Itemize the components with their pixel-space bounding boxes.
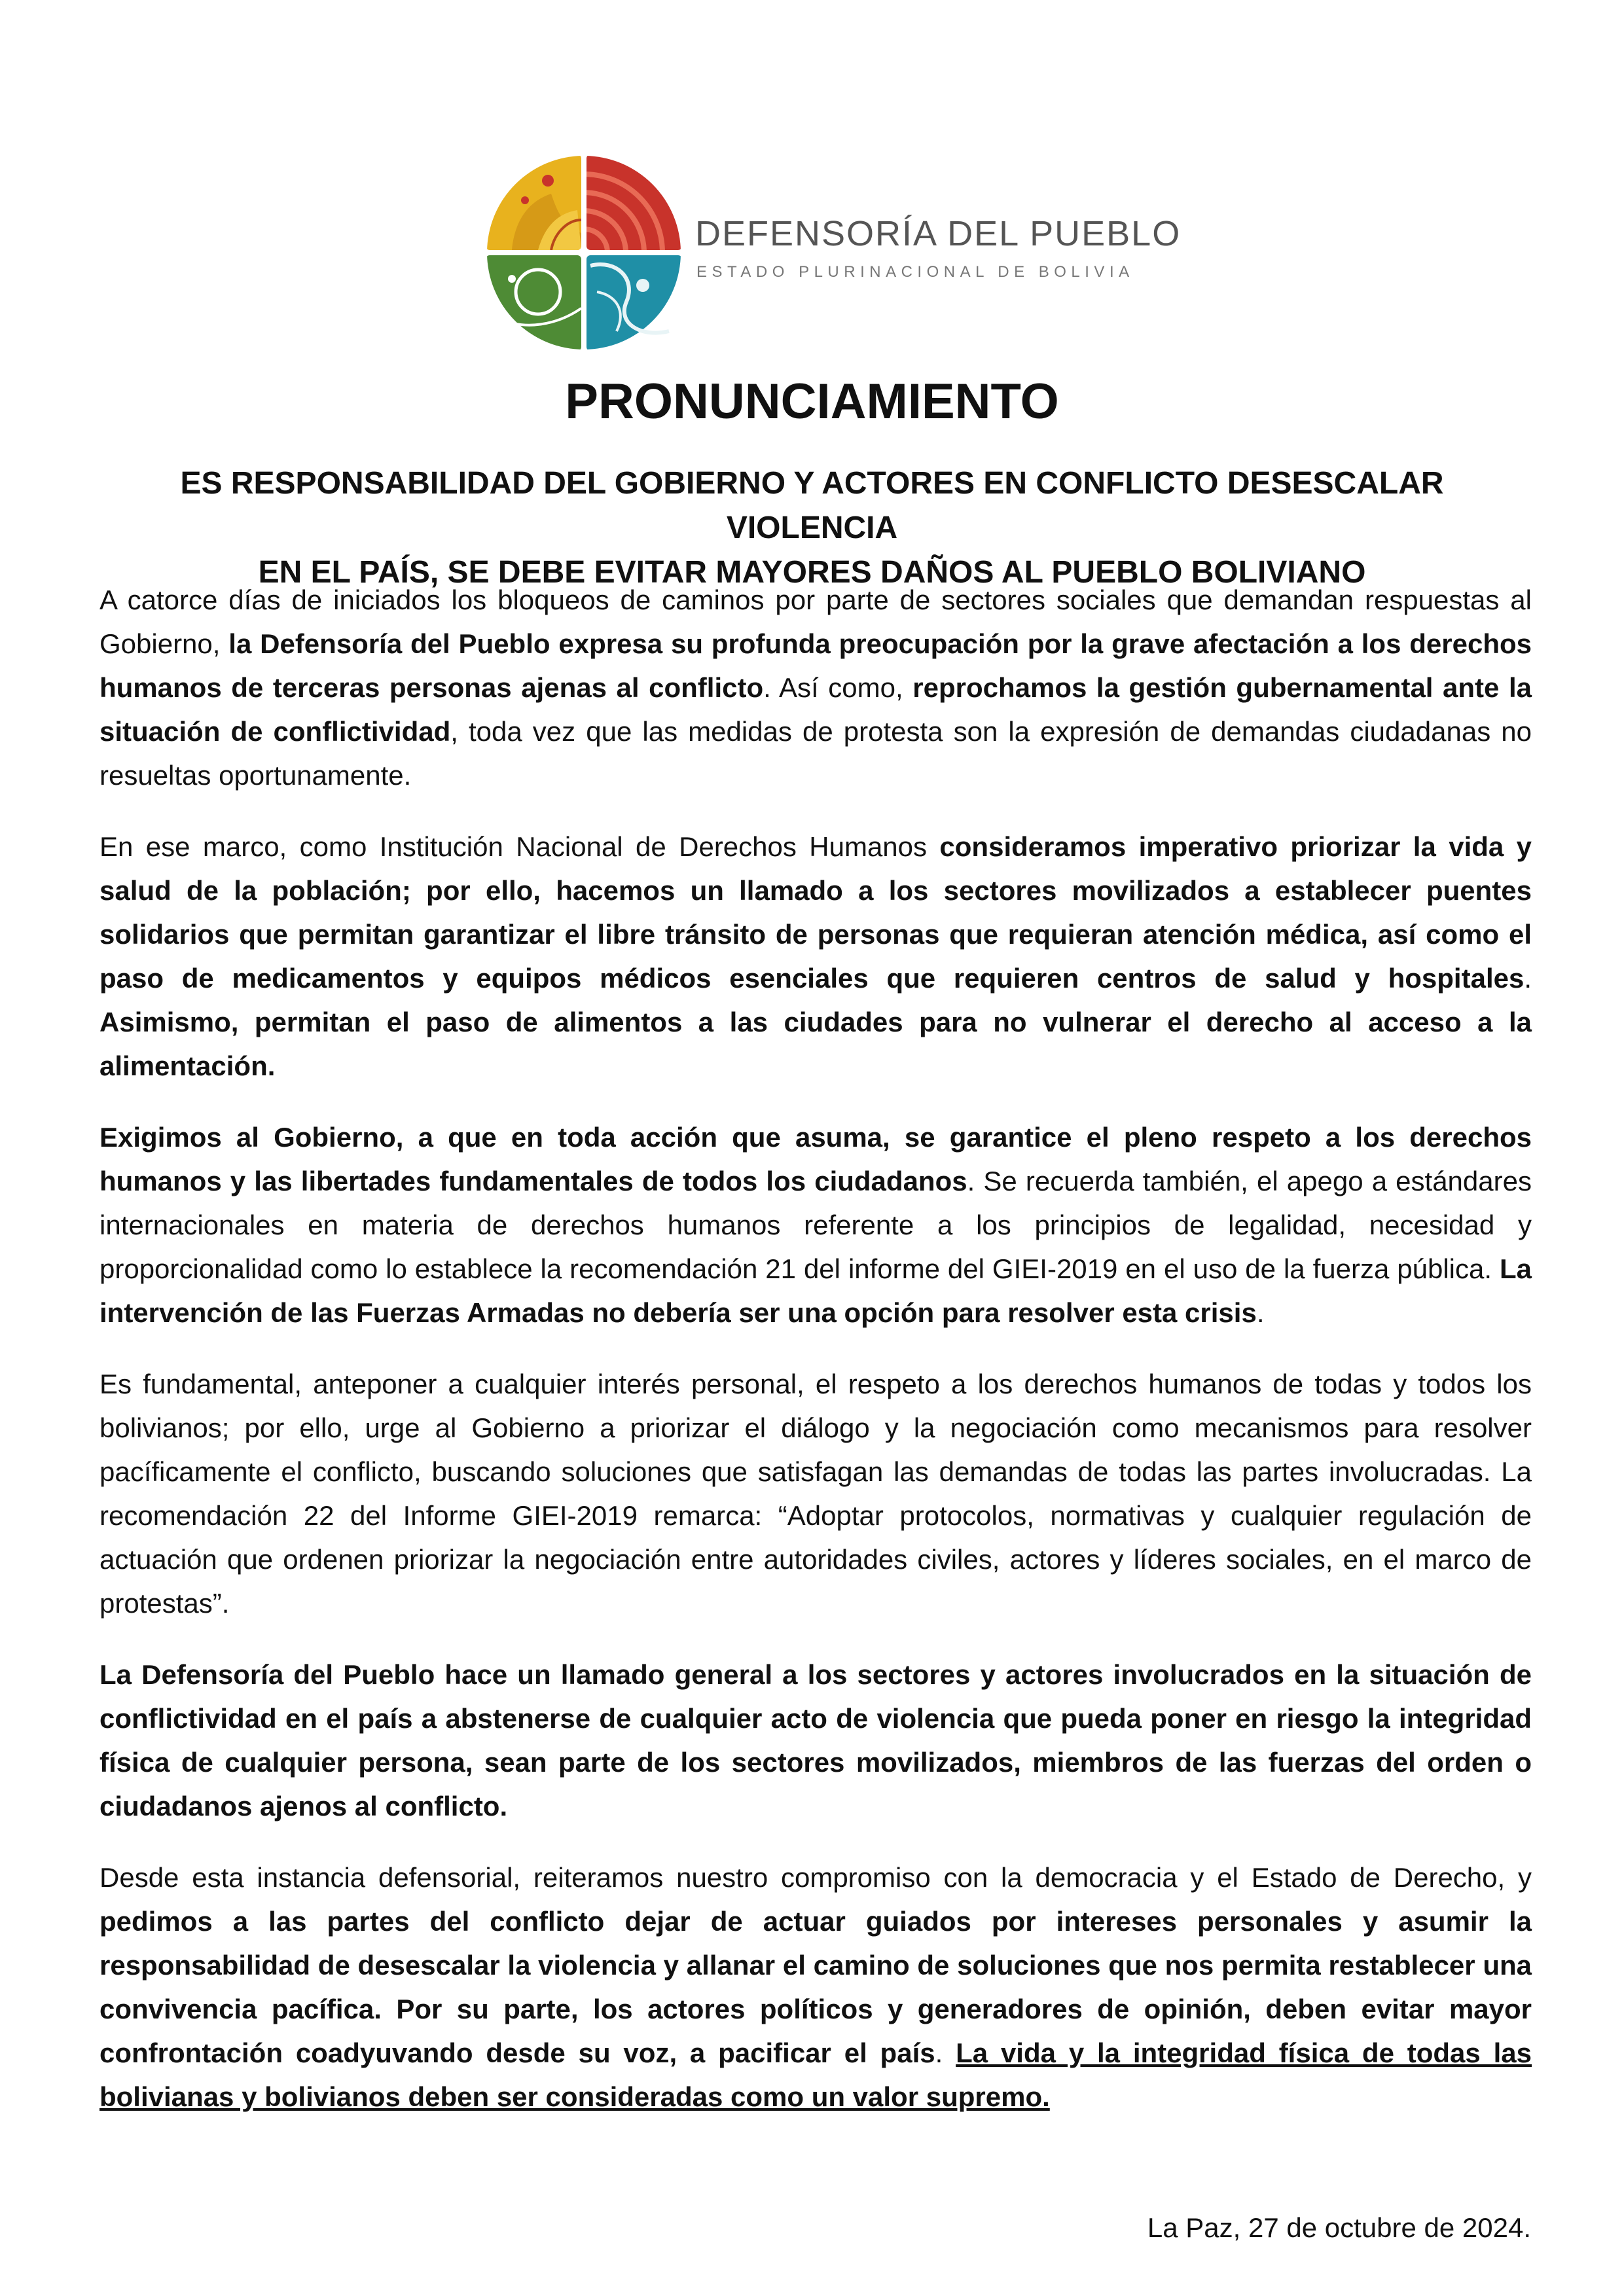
defensoria-logo-icon <box>486 154 682 351</box>
paragraph-6 <box>99 1856 1532 2119</box>
header-logo-block <box>486 154 1182 351</box>
paragraph-3 <box>99 1115 1532 1335</box>
org-subtitle: ESTADO PLURINACIONAL DE BOLIVIA <box>696 263 1134 281</box>
paragraph-5 <box>99 1653 1532 1828</box>
text-span: En ese marco, como Institución Nacional de Derechos Humanos <box>99 831 940 862</box>
paragraph-2 <box>99 825 1532 1088</box>
text-span: . <box>1256 1297 1265 1328</box>
bold-span: pedimos a las partes del conflicto dejar de actuar guiados por intereses personales y asumir la responsabilidad de desescalar la violencia y allanar el camino de soluciones que nos permita restablecer una convivencia pacífica. Por su parte, los actores políticos y generadores de opinión, deben evitar mayor confrontación coadyuvando desde su voz, a pacificar el país <box>99 1906 1532 2068</box>
underlined-span: La vida y la integridad física de todas las bolivianas y bolivianos deben ser consideradas como un valor supremo. <box>99 2037 1532 2112</box>
document-body <box>99 578 1532 2146</box>
bold-span: Asimismo, permitan el paso de alimentos a las ciudades para no vulnerar el derecho al acceso a la alimentación. <box>99 1007 1532 1081</box>
document-subtitle <box>98 461 1526 595</box>
text-span: . Así como, <box>763 672 913 703</box>
bold-span: Exigimos al Gobierno, a que en toda acción que asuma, se garantice el pleno respeto a los derechos humanos y las libertades fundamentales de todos los ciudadanos <box>99 1122 1532 1196</box>
text-span: Es fundamental, anteponer a cualquier interés personal, el respeto a los derechos humanos de todas y todos los bolivianos; por ello, urge al Gobierno a priorizar el diálogo y la negociación como mecanismos para resolver pacíficamente el conflicto, buscando soluciones que satisfagan las demandas de todas las partes involucradas. La recomendación 22 del Informe GIEI-2019 remarca: “Adoptar protocolos, normativas y cualquier regulación de actuación que ordenen priorizar la negociación entre autoridades civiles, actores y líderes sociales, en el marco de protestas”. <box>99 1369 1532 1619</box>
text-span: . <box>1524 963 1532 994</box>
paragraph-1 <box>99 578 1532 797</box>
bold-span: consideramos imperativo priorizar la vida y salud de la población; por ello, hacemos un llamado a los sectores movilizados a establecer puentes solidarios que permitan garantizar el libre tránsito de personas que requieran atención médica, así como el paso de medicamentos y equipos médicos esenciales que requieren centros de salud y hospitales <box>99 831 1532 994</box>
paragraph-4 <box>99 1362 1532 1625</box>
text-span: A catorce días de iniciados los bloqueos de caminos por parte de sectores sociales que demandan respuestas al Gobierno, <box>99 584 1532 659</box>
bold-span: La Defensoría del Pueblo hace un llamado general a los sectores y actores involucrados en la situación de conflictividad en el país a abstenerse de cualquier acto de violencia que pueda poner en riesgo la integridad física de cualquier persona, sean parte de los sectores movilizados, miembros de las fuerzas del orden o ciudadanos ajenos al conflicto. <box>99 1659 1532 1821</box>
document-title: PRONUNCIAMIENTO <box>565 374 1059 429</box>
subtitle-line-1: ES RESPONSABILIDAD DEL GOBIERNO Y ACTORES EN CONFLICTO DESESCALAR VIOLENCIA <box>180 466 1444 545</box>
org-name: DEFENSORÍA DEL PUEBLO <box>695 214 1182 253</box>
subtitle-line-2: EN EL PAÍS, SE DEBE EVITAR MAYORES DAÑOS AL PUEBLO BOLIVIANO <box>258 555 1366 590</box>
bold-span: reprochamos la gestión gubernamental ante la situación de conflictividad <box>99 672 1532 747</box>
text-span: . Se recuerda también, el apego a estándares internacionales en materia de derechos humanos referente a los principios de legalidad, necesidad y proporcionalidad como lo establece la recomendación 21 del informe del GIEI-2019 en el uso de la fuerza pública. <box>99 1166 1532 1284</box>
text-span: , toda vez que las medidas de protesta son la expresión de demandas ciudadanas no resueltas oportunamente. <box>99 716 1532 791</box>
text-span: . <box>935 2037 956 2068</box>
date-line: La Paz, 27 de octubre de 2024. <box>1147 2212 1531 2243</box>
text-span: Desde esta instancia defensorial, reiteramos nuestro compromiso con la democracia y el Estado de Derecho, y <box>99 1862 1532 1893</box>
bold-span: la Defensoría del Pueblo expresa su profunda preocupación por la grave afectación a los derechos humanos de terceras personas ajenas al conflicto <box>99 628 1532 703</box>
bold-span: La intervención de las Fuerzas Armadas no debería ser una opción para resolver esta crisis <box>99 1253 1532 1328</box>
